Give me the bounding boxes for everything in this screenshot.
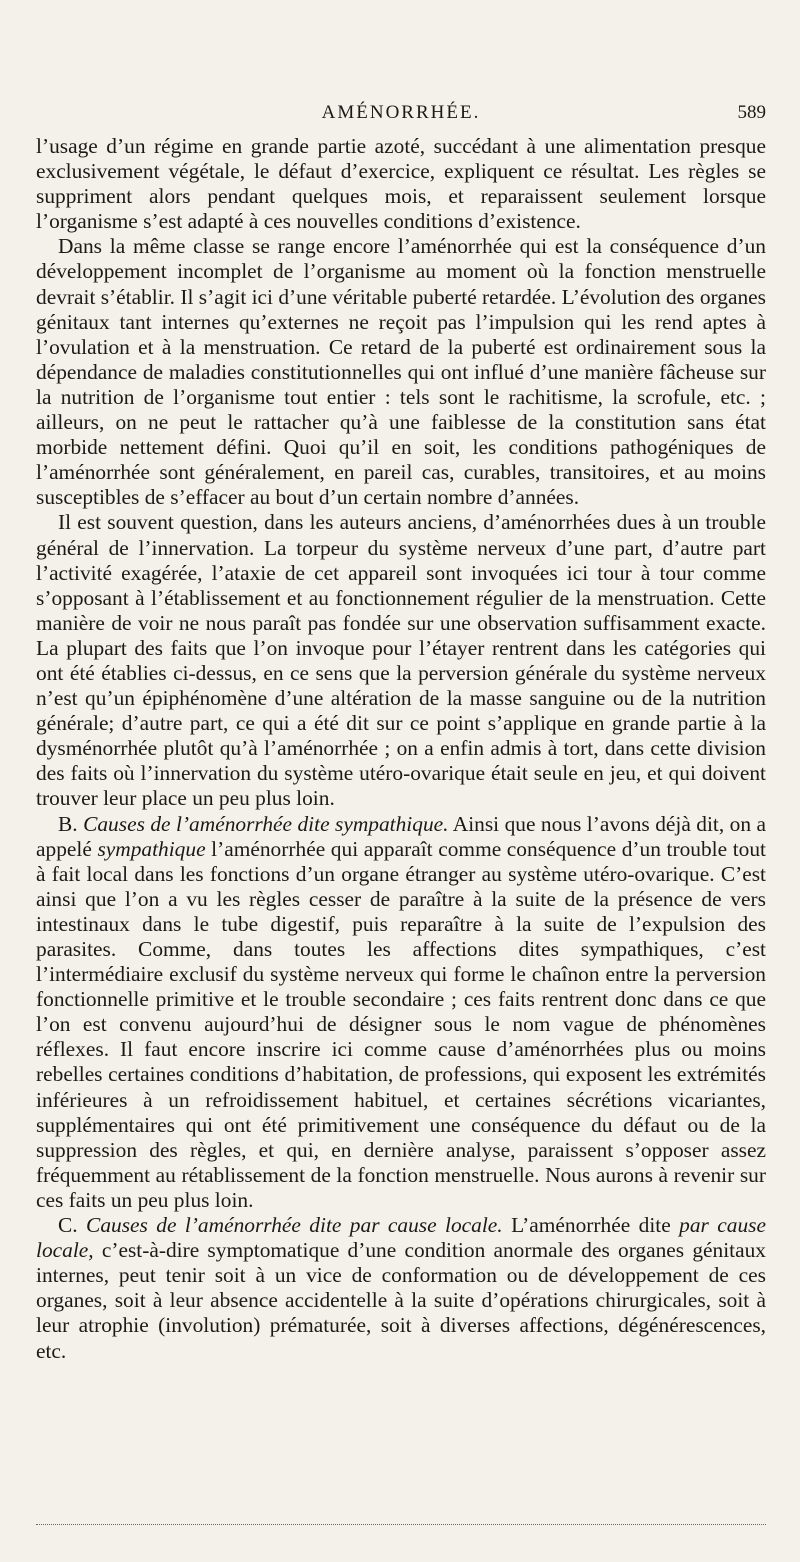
paragraph-innervation: Il est souvent question, dans les auteurs anciens, d’aménorrhées dues à un trouble général de l’innervation. La torpeur du système nerveux d’une part, d’autre part l’activité exagérée, l’ataxie de cet appareil sont invoquées ici tour à tour comme s’opposant à l’établissement et au fonctionnement régulier de la menstruation. Cette manière de voir ne nous paraît pas fondée sur une observation suffisamment exacte. La plupart des faits que l’on invoque pour l’étayer rentrent dans les catégories qui ont été établies ci-dessus, en ce sens que la perversion générale du système nerveux n’est qu’un épiphénomène d’une altération de la masse sanguine ou de la nutrition générale; d’autre part, ce qui a été dit sur ce point s’applique en grande partie à la dysménorrhée plutôt qu’à l’aménorrhée ; on a enfin admis à tort, dans cette division des faits où l’innervation du système utéro-ovarique était seule en jeu, et qui doivent trouver leur place un peu plus loin. [36, 510, 766, 811]
section-letter-b: B. [58, 811, 78, 836]
section-heading-c: Causes de l’aménorrhée dite par cause locale. [86, 1213, 503, 1238]
section-letter-c: C. [58, 1213, 78, 1238]
page-header [36, 98, 766, 128]
section-b-text-b: l’aménorrhée qui apparaît comme conséquence d’un trouble tout à fait local dans les fonctions d’un organe étranger au système utéro-ovarique. C’est ainsi que l’on a vu les règles cesser de paraître à la suite de la présence de vers intestinaux dans le tube digestif, puis reparaître à la suite de l’expulsion des parasites. Comme, dans toutes les affections dites sympathiques, c’est l’intermédiaire exclusif du système nerveux qui forme le chaînon entre la perversion fonctionnelle primitive et le trouble secondaire ; ces faits rentrent donc dans ce que l’on est convenu aujourd’hui de désigner sous le nom vague de phénomènes réflexes. Il faut encore inscrire ici comme cause d’aménorrhées plus ou moins rebelles certaines conditions d’habitation, de professions, qui exposent les extrémités inférieures à un refroidissement habituel, et certaines sécrétions vicariantes, supplémentaires qui ont été primitivement une conséquence du défaut ou de la suppression des règles, et qui, en dernière analyse, paraissent s’opposer assez fréquemment au rétablissement de la fonction menstruelle. Nous aurons à revenir sur ces faits un peu plus loin. [36, 836, 766, 1212]
paragraph-section-b [36, 812, 766, 1214]
term-cause-locale: par cause locale, [36, 1213, 766, 1263]
section-c-text-a: L’aménorrhée dite [502, 1213, 680, 1238]
paragraph-continuation: l’usage d’un régime en grande partie azoté, succédant à une alimentation presque exclusivement végétale, le défaut d’exercice, expliquent ce résultat. Les règles se suppriment alors pendant quelques mois, et reparaissent seulement lorsque l’organisme s’est adapté à ces nouvelles conditions d’existence. [36, 134, 766, 234]
bottom-dotted-rule [36, 1524, 766, 1525]
running-title: AMÉNORRHÉE. [321, 102, 481, 123]
body-text [36, 134, 766, 1364]
section-heading-b: Causes de l’aménorrhée dite sympathique. [83, 811, 449, 836]
paragraph-section-c [36, 1213, 766, 1364]
term-sympathique: sympathique [97, 836, 206, 861]
section-b-text-a: Ainsi que nous l’avons déjà dit, on a appelé [36, 811, 766, 861]
section-c-text-b: c’est-à-dire symptomatique d’une condition anormale des organes génitaux internes, peut tenir soit à un vice de conformation ou de développement de ces organes, soit à leur absence accidentelle à la suite d’opérations chirurgicales, soit à leur atrophie (involution) prématurée, soit à diverses affections, dégénérescences, etc. [36, 1238, 766, 1363]
paragraph-puberte-retardee: Dans la même classe se range encore l’aménorrhée qui est la conséquence d’un développement incomplet de l’organisme au moment où la fonction menstruelle devrait s’établir. Il s’agit ici d’une véritable puberté retardée. L’évolution des organes génitaux tant internes qu’externes ne reçoit pas l’impulsion qui les rend aptes à l’ovulation et à la menstruation. Ce retard de la puberté est ordinairement sous la dépendance de maladies constitutionnelles qui ont influé d’une manière fâcheuse sur la nutrition de l’organisme tout entier : tels sont le rachitisme, la scrofule, etc. ; ailleurs, on ne peut le rattacher qu’à une faiblesse de la constitution sans état morbide nettement défini. Quoi qu’il en soit, les conditions pathogéniques de l’aménorrhée sont généralement, en pareil cas, curables, transitoires, et au moins susceptibles de s’effacer au bout d’un certain nombre d’années. [36, 234, 766, 510]
page-number: 589 [737, 102, 766, 123]
